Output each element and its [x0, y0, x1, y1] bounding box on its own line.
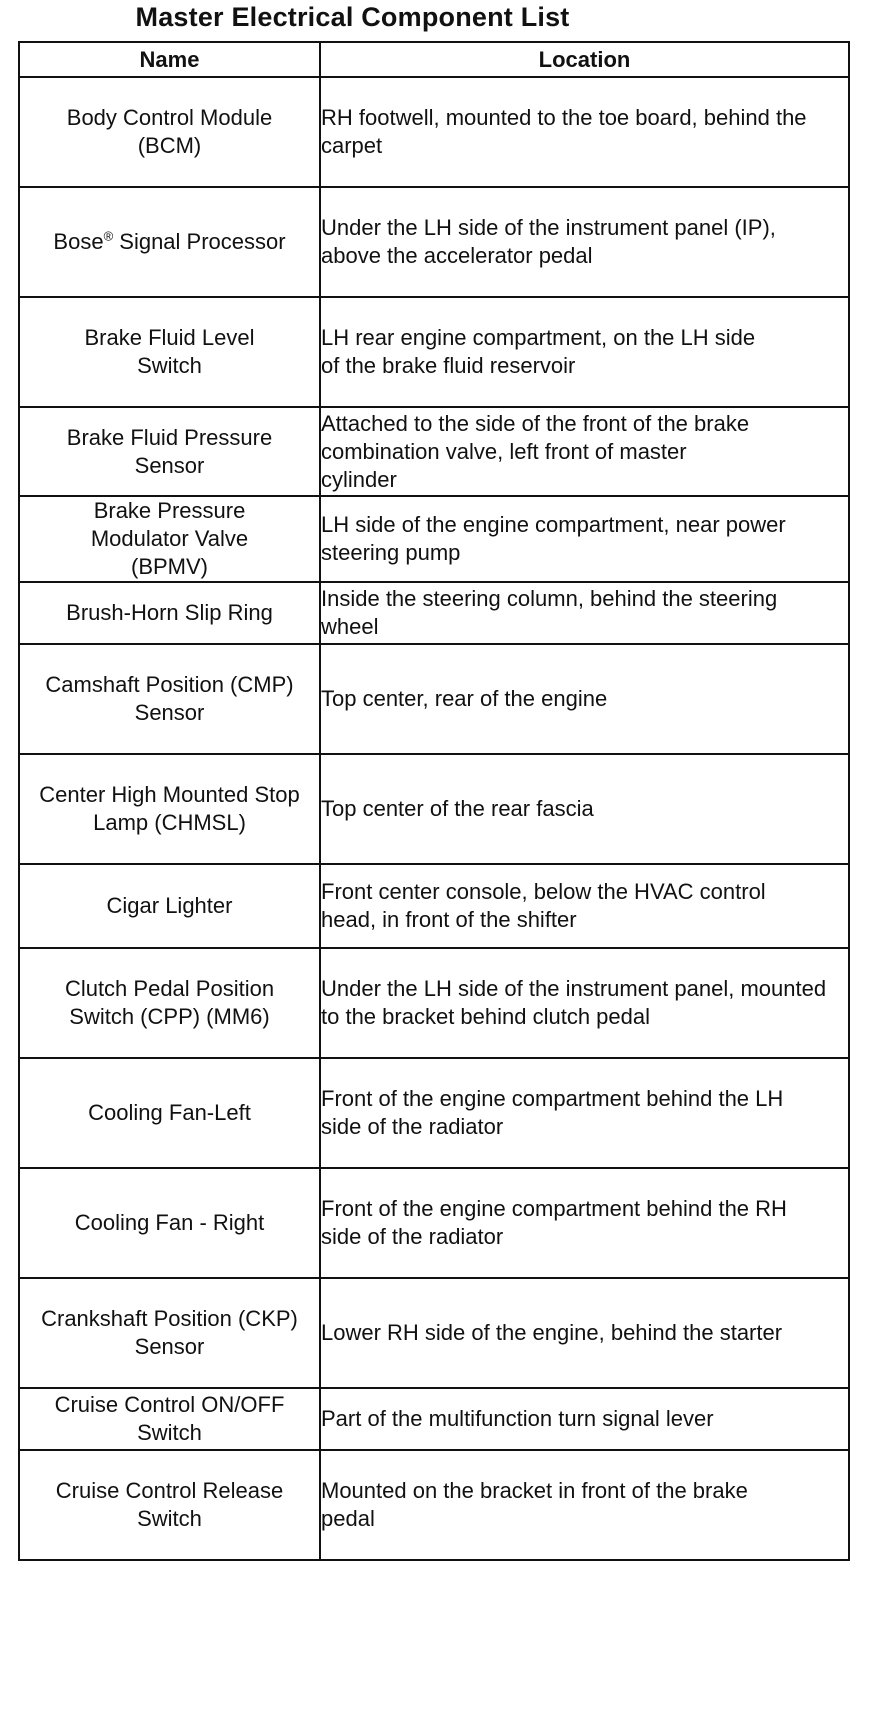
component-name: Cooling Fan - Right [19, 1168, 320, 1278]
component-name: Body Control Module (BCM) [19, 77, 320, 187]
component-name: Cooling Fan-Left [19, 1058, 320, 1168]
component-name: Brake Fluid Pressure Sensor [19, 407, 320, 496]
table-row [19, 1450, 849, 1560]
component-location: Mounted on the bracket in front of the brake pedal [320, 1450, 849, 1560]
component-location: Top center of the rear fascia [320, 754, 849, 864]
component-name: Brake Fluid Level Switch [19, 297, 320, 407]
table-row [19, 644, 849, 754]
component-location: Top center, rear of the engine [320, 644, 849, 754]
table-row [19, 864, 849, 948]
registered-mark: ® [103, 228, 114, 244]
table-row [19, 77, 849, 187]
table-row [19, 582, 849, 644]
component-name: Center High Mounted Stop Lamp (CHMSL) [19, 754, 320, 864]
table-row [19, 948, 849, 1058]
component-name: Bose® Signal Processor [19, 187, 320, 297]
component-name: Clutch Pedal Position Switch (CPP) (MM6) [19, 948, 320, 1058]
table-row [19, 1388, 849, 1450]
component-name: Brush-Horn Slip Ring [19, 582, 320, 644]
component-location: Under the LH side of the instrument panel (IP), above the accelerator pedal [320, 187, 849, 297]
component-name: Crankshaft Position (CKP) Sensor [19, 1278, 320, 1388]
page-title: Master Electrical Component List [135, 2, 570, 32]
component-location: LH rear engine compartment, on the LH side of the brake fluid reservoir [320, 297, 849, 407]
table-header-row [19, 42, 849, 77]
component-location: Lower RH side of the engine, behind the starter [320, 1278, 849, 1388]
component-location: RH footwell, mounted to the toe board, behind the carpet [320, 77, 849, 187]
table-row [19, 1278, 849, 1388]
table-row [19, 754, 849, 864]
table-row [19, 1168, 849, 1278]
component-name: Camshaft Position (CMP) Sensor [19, 644, 320, 754]
component-location: Front of the engine compartment behind the LH side of the radiator [320, 1058, 849, 1168]
component-name: Cruise Control ON/OFF Switch [19, 1388, 320, 1450]
column-header-name: Name [19, 42, 320, 77]
component-location: Inside the steering column, behind the steering wheel [320, 582, 849, 644]
component-location: LH side of the engine compartment, near power steering pump [320, 496, 849, 582]
component-name: Brake Pressure Modulator Valve (BPMV) [19, 496, 320, 582]
component-table [18, 41, 850, 1561]
table-row [19, 496, 849, 582]
component-location: Front of the engine compartment behind the RH side of the radiator [320, 1168, 849, 1278]
component-name: Cigar Lighter [19, 864, 320, 948]
table-row [19, 1058, 849, 1168]
component-location: Front center console, below the HVAC control head, in front of the shifter [320, 864, 849, 948]
table-row [19, 297, 849, 407]
component-location: Part of the multifunction turn signal lever [320, 1388, 849, 1450]
component-location: Attached to the side of the front of the brake combination valve, left front of master cylinder [320, 407, 849, 496]
component-location: Under the LH side of the instrument panel, mounted to the bracket behind clutch pedal [320, 948, 849, 1058]
table-row [19, 187, 849, 297]
table-row [19, 407, 849, 496]
component-name: Cruise Control Release Switch [19, 1450, 320, 1560]
column-header-location: Location [320, 42, 849, 77]
